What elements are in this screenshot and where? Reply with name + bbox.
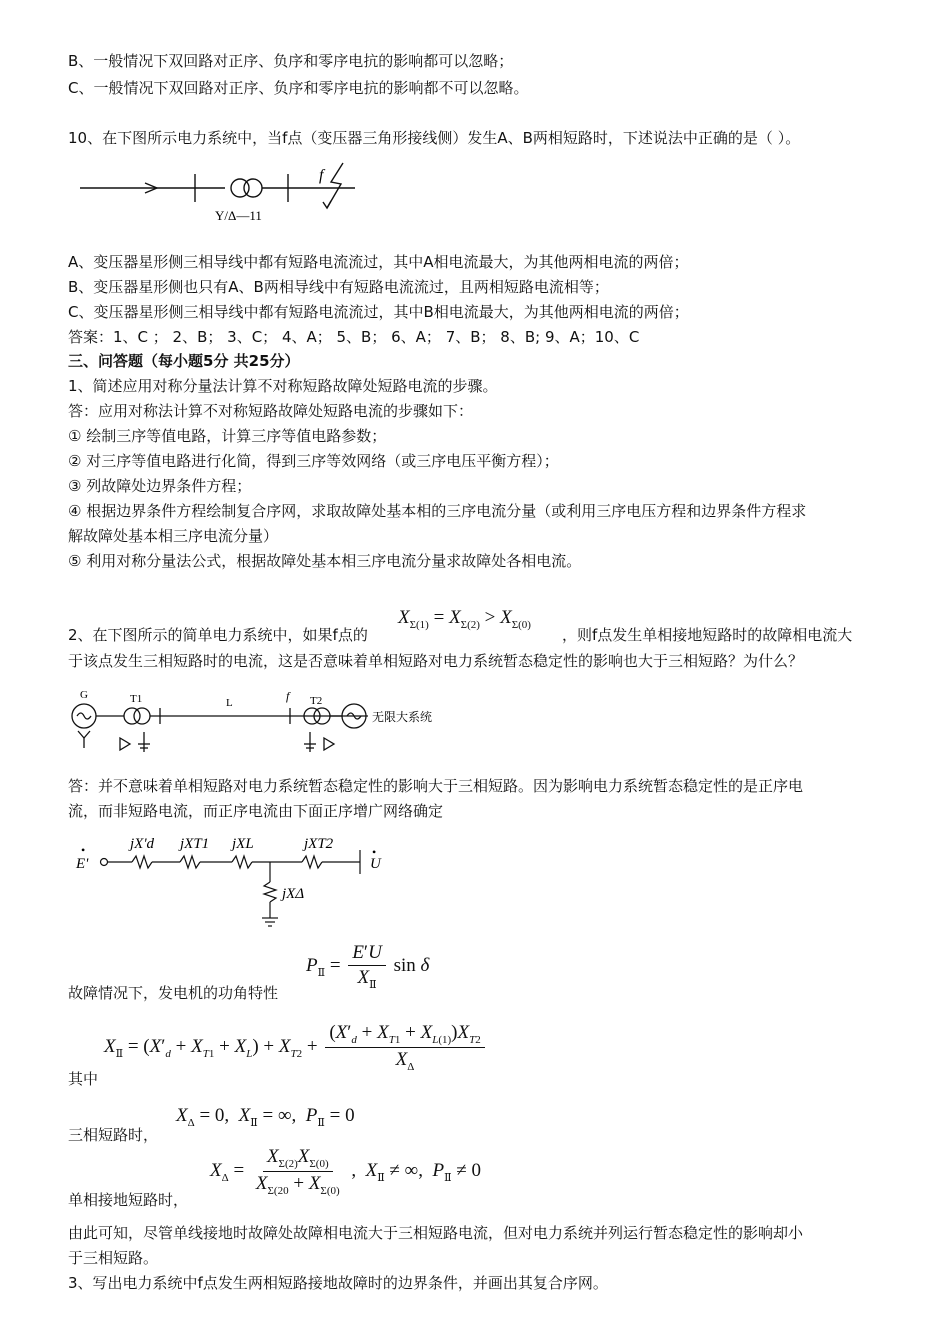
three-phase-formula: $X_\Delta = 0$, $X_Ⅱ$ = ∞, $P_Ⅱ = 0$: [176, 1105, 355, 1129]
option-a-10: A、变压器星形侧三相导线中都有短路电流流过，其中A相电流最大，为其他两相电流的两倍；: [68, 253, 689, 271]
xd-label: jX'd: [130, 836, 155, 852]
three-phase-text: 三相短路时，: [68, 1126, 159, 1144]
qa2-answer-line2: 流，而非短路电流，而正序电流由下面正序增广网络确定: [68, 802, 444, 820]
step-2: ② 对三序等值电路进行化简，得到三序等效网络（或三序电压平衡方程）；: [68, 452, 559, 470]
qa1-answer-intro: 答：应用对称法计算不对称短路故障处短路电流的步骤如下：: [68, 402, 474, 420]
conclusion-line1: 由此可知，尽管单线接地时故障处故障相电流大于三相短路电流，但对电力系统并列运行暂态稳定性的影响却小: [68, 1224, 804, 1242]
step-1: ① 绘制三序等值电路，计算三序等值电路参数；: [68, 427, 387, 445]
conclusion-line2: 于三相短路。: [68, 1249, 159, 1267]
reactance-condition: $X_{\Sigma(1)} = X_{\Sigma(2)} > X_{\Sigma(0)}$: [398, 607, 531, 631]
qa2-question-pre: 2、在下图所示的简单电力系统中，如果f点的: [68, 626, 368, 644]
t2-label: T2: [310, 695, 323, 707]
step-4-line1: ④ 根据边界条件方程绘制复合序网，求取故障处基本相的三序电流分量（或利用三序电压方程和边界条件方程求: [68, 502, 807, 520]
power-angle-text: 故障情况下，发电机的功角特性: [68, 984, 279, 1002]
transformer-fault-diagram: [75, 160, 375, 230]
step-5: ⑤ 利用对称分量法公式，根据故障处基本相三序电流分量求故障处各相电流。: [68, 552, 582, 570]
transformer-label: Y/Δ—11: [215, 208, 262, 223]
generator-label: G: [80, 689, 88, 701]
positive-sequence-network: [72, 826, 402, 936]
step-3: ③ 列故障处边界条件方程；: [68, 477, 252, 495]
single-phase-formula: $X_\Delta$ = $\frac{X_{\Sigma(2)}X_{\Sigma(0)}}{X_{\Sigma(20} + X_{\Sigma(0)}}$ , $X_Ⅱ$ ≠ ∞, $P_Ⅱ \ne 0$: [210, 1146, 482, 1197]
question-10: 10、在下图所示电力系统中，当f点（变压器三角形接线侧）发生A、B两相短路时，下述说法中正确的是（ ）。: [68, 129, 801, 147]
emf-label: E': [76, 856, 89, 872]
option-b-line: B、一般情况下双回路对正序、负序和零序电抗的影响都可以忽略；: [68, 52, 514, 70]
qa1-question: 1、简述应用对称分量法计算不对称短路故障处短路电流的步骤。: [68, 377, 498, 395]
infinite-system-label: 无限大系统: [372, 710, 433, 724]
qa3-question: 3、写出电力系统中f点发生两相短路接地故障时的边界条件，并画出其复合序网。: [68, 1274, 608, 1292]
xt1-label: jXT1: [180, 836, 210, 852]
t1-label: T1: [130, 693, 143, 705]
fault-label: f: [319, 167, 324, 184]
option-c-line: C、一般情况下双回路对正序、负序和零序电抗的影响都不可以忽略。: [68, 79, 529, 97]
xl-label: jXL: [232, 836, 254, 852]
xt2-label: jXT2: [304, 836, 334, 852]
xdelta-label: jXΔ: [282, 886, 305, 902]
power-angle-formula: $P_Ⅱ$ = $\frac{E'U}{X_Ⅱ}$ sin δ: [306, 942, 430, 991]
voltage-dot: •: [372, 845, 377, 859]
qa2-question-post: ，则f点发生单相接地短路时的故障相电流大: [562, 626, 853, 644]
simple-power-system-diagram: [68, 686, 468, 756]
xii-formula: $X_Ⅱ = (X'_d + X_{T1} + X_L) + X_{T2}$ + $\frac{(X'_d + X_{T1} + X_{L(1)})X_{T2}}{X_\Delta}$: [104, 1022, 488, 1073]
step-4-line2: 解故障处基本相三序电流分量）: [68, 527, 279, 545]
option-b-10: B、变压器星形侧也只有A、B两相导线中有短路电流流过，且两相短路电流相等；: [68, 278, 609, 296]
qa2-answer-line1: 答：并不意味着单相短路对电力系统暂态稳定性的影响大于三相短路。因为影响电力系统暂态稳定性的是正序电: [68, 777, 804, 795]
answers-line: 答案：1、C ； 2、B； 3、C； 4、A； 5、B； 6、A； 7、B； 8、B; 9、A；10、C: [68, 328, 640, 346]
fault-point-label: f: [286, 689, 290, 703]
qa2-question-line2: 于该点发生三相短路时的电流，这是否意味着单相短路对电力系统暂态稳定性的影响也大于三相短路？为什么？: [68, 652, 804, 670]
voltage-label: U: [370, 856, 381, 872]
option-c-10: C、变压器星形侧三相导线中都有短路电流流过，其中B相电流最大，为其他两相电流的两倍；: [68, 303, 689, 321]
section-3-heading: 三、问答题（每小题5分 共25分）: [68, 352, 300, 370]
emf-dot: •: [81, 843, 86, 857]
single-phase-text: 单相接地短路时，: [68, 1191, 189, 1209]
where-text: 其中: [68, 1070, 99, 1088]
line-label: L: [226, 697, 233, 709]
